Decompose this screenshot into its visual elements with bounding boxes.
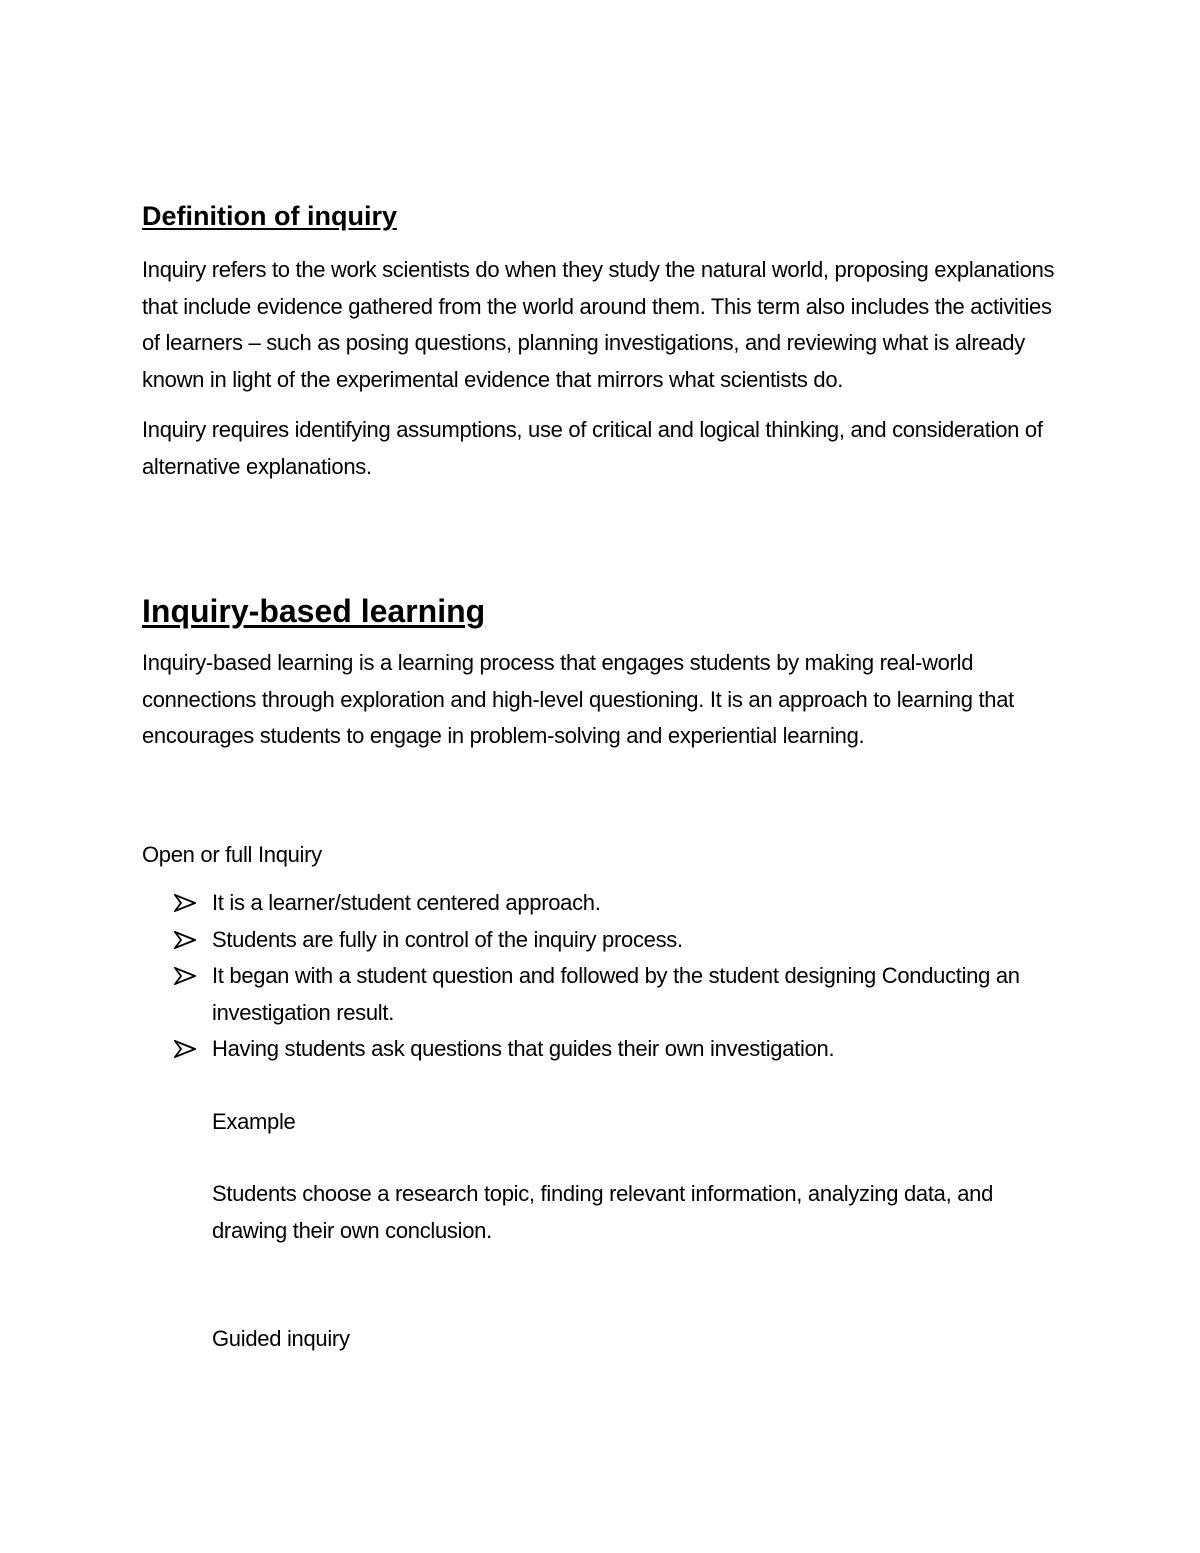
bullet-text: Having students ask questions that guides their own investigation. (212, 1036, 835, 1061)
bullet-text: It began with a student question and followed by the student designing Conducting an investigation result. (212, 963, 1020, 1025)
example-label: Example (212, 1108, 296, 1134)
definition-paragraph-2: Inquiry requires identifying assumptions, use of critical and logical thinking, and consideration of alternative explanations. (142, 417, 1043, 479)
definition-heading: Definition of inquiry (142, 201, 397, 231)
bullet-text: It is a learner/student centered approach. (212, 890, 601, 915)
example-text: Students choose a research topic, finding relevant information, analyzing data, and drawing their own conclusion. (212, 1181, 994, 1243)
arrowhead-bullet-icon (174, 922, 200, 959)
list-item (142, 922, 1062, 959)
list-item (142, 958, 1062, 1031)
list-item (142, 885, 1062, 922)
arrowhead-bullet-icon (174, 1031, 200, 1068)
open-inquiry-title: Open or full Inquiry (142, 841, 322, 867)
list-item (142, 1031, 1062, 1068)
definition-paragraph-1: Inquiry refers to the work scientists do when they study the natural world, proposing explanations that include evidence gathered from the world around them. This term also includes the activities of learners – such as posing questions, planning investigations, and reviewing what is already known in light of the experimental evidence that mirrors what scientists do. (142, 257, 1055, 392)
bullet-text: Students are fully in control of the inquiry process. (212, 926, 683, 952)
arrowhead-bullet-icon (174, 958, 200, 995)
inquiry-based-learning-paragraph: Inquiry-based learning is a learning process that engages students by making real-world connections through exploration and high-level questioning. It is an approach to learning that encourages students to engage in problem-solving and experiential learning. (142, 650, 1014, 748)
guided-inquiry-title: Guided inquiry (212, 1326, 350, 1351)
arrowhead-bullet-icon (174, 885, 200, 922)
document-content (142, 196, 1062, 1358)
open-inquiry-bullet-list (142, 885, 1062, 1068)
spacer (142, 499, 1062, 589)
spacer (142, 769, 1062, 837)
inquiry-based-learning-heading: Inquiry-based learning (142, 593, 486, 629)
